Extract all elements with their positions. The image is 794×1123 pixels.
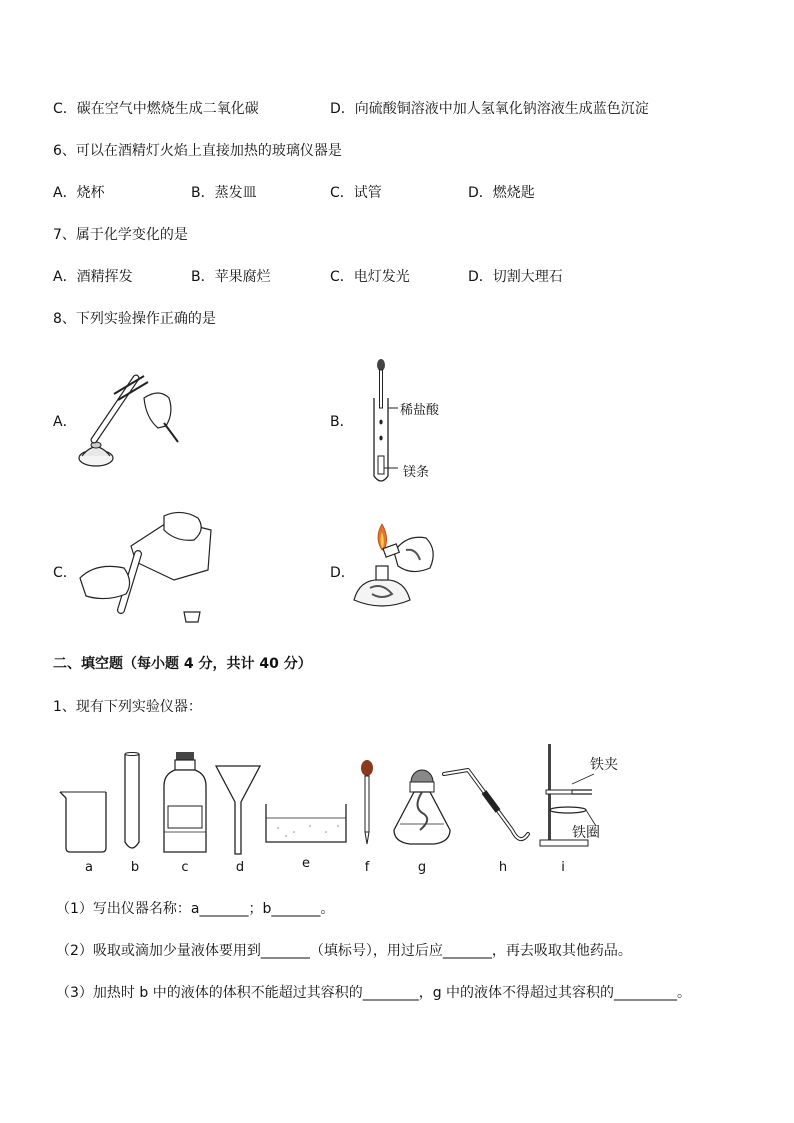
apparatus-e-trough (264, 802, 348, 846)
apparatus-label-i: i (561, 860, 565, 875)
apparatus-label-b: b (130, 860, 140, 875)
apparatus-h-glass-tube (442, 766, 534, 850)
q7-option-a: A．酒精挥发 (53, 269, 133, 285)
q8-option-b-label: B． (330, 414, 354, 430)
q6-stem: 6、可以在酒精灯火焰上直接加热的玻璃仪器是 (53, 143, 342, 159)
q8-stem: 8、下列实验操作正确的是 (53, 311, 216, 327)
fill-q1-sub2: （2）吸取或滴加少量液体要用到_______（填标号），用过后应_______，再去吸取其他药品。 (56, 943, 632, 959)
apparatus-d-funnel (214, 764, 262, 856)
apparatus-label-h: h (498, 860, 508, 875)
apparatus-b-test-tube (122, 752, 142, 854)
q8-option-c-label: C． (53, 565, 77, 581)
q8-figure-b (368, 358, 398, 488)
q8-figure-d (350, 520, 440, 615)
apparatus-a-beaker (56, 788, 112, 854)
apparatus-label-f: f (364, 860, 370, 875)
q8-option-d-label: D． (330, 565, 355, 581)
apparatus-c-reagent-bottle (160, 752, 210, 856)
apparatus-label-a: a (85, 860, 93, 875)
q6-option-c: C．试管 (330, 185, 382, 201)
q8-option-a-label: A． (53, 414, 77, 430)
q7-option-d: D．切割大理石 (468, 269, 563, 285)
apparatus-ring-label: 铁圈 (572, 825, 600, 841)
apparatus-clamp-label: 铁夹 (590, 757, 618, 773)
q8-figure-a (74, 368, 184, 474)
apparatus-row (50, 740, 630, 880)
fill-q1-sub1: （1）写出仪器名称：a_______；b_______。 (56, 901, 335, 917)
q6-option-a: A．烧杯 (53, 185, 105, 201)
q5-option-d: D．向硫酸铜溶液中加人氢氧化钠溶液生成蓝色沉淀 (330, 101, 649, 117)
q5-option-c: C．碳在空气中燃烧生成二氧化碳 (53, 101, 259, 117)
fill-q1-sub3: （3）加热时 b 中的液体的体积不能超过其容积的________，g 中的液体不得超过其容积的_________。 (56, 985, 692, 1001)
q8-figure-b-acid-label: 稀盐酸 (400, 403, 440, 418)
apparatus-label-d: d (235, 860, 245, 875)
q8-figure-b-strip-label: 镁条 (403, 465, 430, 480)
q8-figure-c (76, 510, 216, 628)
q6-option-d: D．燃烧匙 (468, 185, 535, 201)
fill-q1-stem: 1、现有下列实验仪器： (53, 699, 202, 715)
apparatus-label-c: c (181, 860, 189, 875)
apparatus-label-e: e (302, 856, 310, 871)
apparatus-label-g: g (417, 860, 427, 875)
q7-option-c: C．电灯发光 (330, 269, 410, 285)
q6-option-b: B．蒸发皿 (191, 185, 257, 201)
q7-option-b: B．苹果腐烂 (191, 269, 271, 285)
apparatus-f-dropper (358, 760, 376, 846)
q7-stem: 7、属于化学变化的是 (53, 227, 188, 243)
section2-title: 二、填空题（每小题 4 分，共计 40 分） (53, 656, 312, 672)
